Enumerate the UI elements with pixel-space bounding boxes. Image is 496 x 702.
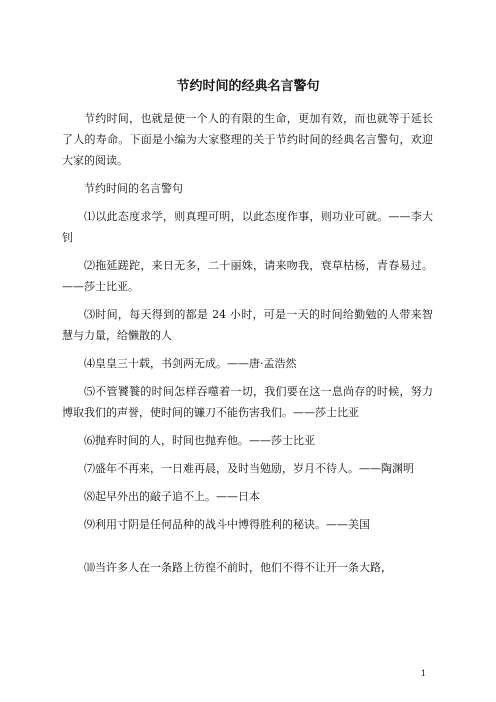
- quote-item: ⑸不管饕餮的时间怎样吞噬着一切，我们要在这一息尚存的时候，努力博取我们的声誉，使时间的镰刀不能伤害我们。——莎士比亚: [62, 385, 433, 419]
- page-number: 1: [420, 669, 426, 678]
- quote-item: ⑴以此态度求学，则真理可明，以此态度作事，则功业可就。——李大钊: [62, 210, 433, 244]
- quote-item: ⑺盛年不再来，一日难再晨，及时当勉励，岁月不待人。——陶渊明: [84, 462, 414, 475]
- document-body: [62, 108, 433, 585]
- section-heading: 节约时间的名言警句: [84, 182, 183, 195]
- document-title: 节约时间的经典名言警句: [176, 79, 320, 94]
- quote-item: ⑻起早外出的敲子追不上。——日本: [84, 490, 260, 503]
- quote-item: ⑽当许多人在一条路上彷徨不前时，他们不得不让开一条大路，: [84, 561, 392, 574]
- quote-item: ⑶时间，每天得到的都是 24 小时，可是一天的时间给勤勉的人带来智慧与力量，给懒散的人: [62, 308, 433, 342]
- intro-paragraph: 节约时间，也就是使一个人的有限的生命，更加有效，而也就等于延长了人的寿命。下面是小编为大家整理的关于节约时间的经典名言警句，欢迎大家的阅读。: [62, 112, 433, 167]
- quote-item: ⑼利用寸阴是任何品种的战斗中博得胜利的秘诀。——美国: [84, 518, 370, 531]
- quote-item: ⑵拖延蹉跎，来日无多，二十丽姝，请来吻我，衰草枯杨，青春易过。——莎士比亚。: [62, 259, 433, 293]
- quote-item: ⑷皇皇三十载，书剑两无成。——唐·孟浩然: [84, 357, 297, 370]
- quote-item: ⑹抛弃时间的人，时间也抛弃他。——莎士比亚: [84, 434, 315, 447]
